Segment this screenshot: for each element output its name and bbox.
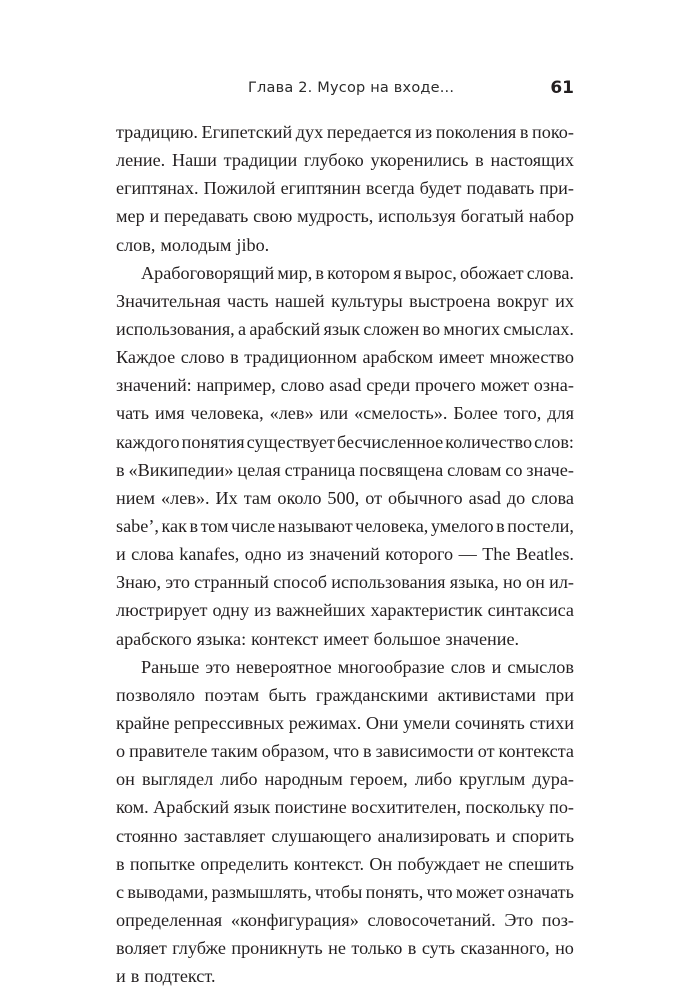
word: о (116, 741, 126, 762)
word: глубоко (303, 150, 364, 171)
word: сочинять (454, 712, 525, 733)
word: Пожилой (203, 178, 276, 199)
word: asad (468, 487, 501, 508)
word: слушающего (271, 825, 372, 846)
word: традиции (223, 150, 298, 171)
word: поколения (435, 122, 517, 142)
word: или (319, 403, 349, 424)
text-line (116, 343, 574, 371)
paragraph (116, 259, 574, 653)
word: слов, (116, 234, 156, 255)
word: сказанного, (460, 938, 550, 959)
word: слов (450, 656, 486, 677)
text-line (116, 371, 574, 399)
word: выводами, (127, 881, 209, 902)
body-text (116, 118, 574, 990)
word: озна- (533, 375, 574, 396)
word: традицию. (116, 122, 198, 142)
word: стихи (529, 712, 574, 733)
word: только (351, 938, 403, 959)
word: способ (273, 572, 328, 593)
word: слово (180, 347, 225, 368)
word: для (547, 403, 574, 424)
word: культуры (331, 290, 403, 311)
text-line (116, 484, 574, 512)
word: арабского (116, 628, 192, 649)
word: мудрость, (297, 206, 374, 227)
word: имя (154, 403, 185, 424)
word: языка, (449, 572, 499, 593)
word: смыслах. (503, 318, 574, 339)
word: в (475, 150, 484, 171)
word: проникнуть (231, 938, 323, 959)
word: их (555, 290, 574, 311)
word: вырос, (404, 262, 457, 283)
word: передавать (164, 206, 249, 227)
word: The (482, 544, 511, 565)
word: не (484, 853, 503, 874)
word: стоянно (116, 825, 178, 846)
paragraph (116, 118, 574, 259)
word: народным (264, 769, 343, 790)
word: странный (194, 572, 270, 593)
text-line (116, 709, 574, 737)
word: воляет (116, 938, 167, 959)
word: ил- (549, 572, 574, 593)
word: большое (373, 628, 441, 649)
word: поэтам (204, 684, 260, 705)
word: часть (227, 290, 269, 311)
word: словам (447, 459, 502, 480)
word: героем, (349, 769, 408, 790)
word: Наши (171, 150, 217, 171)
word: в (230, 347, 239, 368)
text-line (116, 456, 574, 484)
word: смыслов (507, 656, 574, 677)
word: там (243, 487, 272, 508)
word: многих (443, 318, 500, 339)
running-title: Глава 2. Мусор на входе... (248, 80, 455, 96)
word: sabe’, (116, 515, 159, 536)
word: человека, (190, 403, 264, 424)
word: от (365, 487, 383, 508)
word: многообразие (337, 656, 445, 677)
word: нием (116, 487, 156, 508)
word: гражданскими (315, 684, 429, 705)
word: того, (503, 403, 542, 424)
text-line (116, 540, 574, 568)
word: чать (116, 403, 149, 424)
word: египтянин (280, 178, 361, 199)
word: обычного (388, 487, 463, 508)
word: использования, (116, 318, 235, 339)
word: Это (504, 909, 534, 930)
word: понятия (181, 431, 245, 452)
word: в (519, 122, 529, 142)
word: слова (531, 487, 574, 508)
word: Значительная (116, 290, 221, 311)
word: Более (453, 403, 498, 424)
word: не (328, 938, 346, 959)
word: это (205, 656, 230, 677)
word: передается (326, 122, 412, 142)
word: зависимости (375, 741, 474, 762)
word: умели (403, 712, 451, 733)
word: будет (419, 178, 462, 199)
word: Beatles. (515, 544, 574, 565)
word: восхитителен, (351, 797, 462, 818)
word: выглядел (141, 769, 214, 790)
word: правителе (129, 741, 208, 762)
word: важнейших (276, 600, 366, 621)
word: слово (280, 375, 325, 396)
word: используя (378, 206, 456, 227)
word: молодым (160, 234, 232, 255)
word: с (116, 881, 125, 902)
word: использования (331, 572, 446, 593)
text-line (116, 118, 574, 146)
word: которого (385, 544, 454, 565)
text-line (116, 146, 574, 174)
word: понять, (365, 881, 424, 902)
word: определить (200, 853, 289, 874)
word: ление. (116, 150, 166, 171)
word: суть (421, 938, 455, 959)
text-line (116, 428, 574, 456)
word: умелого (430, 515, 494, 536)
word: Каждое (116, 347, 176, 368)
word: режимах. (288, 712, 362, 733)
word: но (502, 572, 522, 593)
word: как (161, 515, 187, 536)
word: среди (366, 375, 411, 396)
word: Египетский (201, 122, 293, 142)
text-line (116, 512, 574, 540)
word: побуждает (397, 853, 480, 874)
word: при (545, 684, 574, 705)
word: множество (489, 347, 574, 368)
word: либо (220, 769, 258, 790)
word: значений (309, 544, 380, 565)
word: бесчисленное (337, 431, 444, 452)
word: всегда (365, 178, 415, 199)
word: люстрирует (116, 600, 208, 621)
text-line (116, 850, 574, 878)
word: контекст. (293, 853, 365, 874)
word: имеет (323, 628, 369, 649)
word: мер (116, 206, 145, 227)
word: быть (268, 684, 307, 705)
word: и (491, 656, 502, 677)
word: Знаю, (116, 572, 162, 593)
word: словосочетаний. (367, 909, 496, 930)
word: в (130, 966, 140, 987)
word: Они (365, 712, 399, 733)
word: богатый (460, 206, 524, 227)
word: чтобы (314, 881, 363, 902)
text-line (116, 822, 574, 850)
word: набор (528, 206, 574, 227)
word: — (458, 544, 477, 565)
word: Арабский (153, 797, 230, 818)
word: либо (414, 769, 453, 790)
text-line (116, 765, 574, 793)
page-number: 61 (550, 78, 574, 98)
word: образом, (261, 741, 330, 762)
word: мир, (277, 262, 313, 283)
word: подавать (466, 178, 535, 199)
word: из (254, 600, 272, 621)
word: в (116, 853, 125, 874)
word: kanafes, (179, 544, 240, 565)
word: что (333, 741, 360, 762)
word: попытке (129, 853, 196, 874)
word: называют (277, 515, 353, 536)
word: контекста (498, 741, 574, 762)
word: размышлять, (211, 881, 312, 902)
word: в (407, 938, 417, 959)
word: каждого (116, 431, 180, 452)
word: значе- (526, 459, 574, 480)
word: дура- (532, 769, 574, 790)
word: характеристик (370, 600, 483, 621)
word: из (286, 544, 304, 565)
word: укоренились (370, 150, 469, 171)
word: «лев». (161, 487, 210, 508)
word: арабском (362, 347, 434, 368)
word: прочего (414, 375, 476, 396)
word: спорить (512, 825, 574, 846)
word: что (426, 881, 453, 902)
text-line (116, 934, 574, 962)
word: сложен (363, 318, 420, 339)
text-line (116, 202, 574, 230)
word: целая (237, 459, 281, 480)
word: анализировать (377, 825, 490, 846)
word: количество (445, 431, 533, 452)
word: в (189, 515, 199, 536)
word: в (363, 741, 372, 762)
word: свою (253, 206, 293, 227)
word: значение. (445, 628, 520, 649)
word: означать (507, 881, 574, 902)
word: крайне (116, 712, 170, 733)
text-line (116, 681, 574, 709)
word: в (315, 262, 325, 283)
word: в (496, 515, 505, 536)
word: поко- (532, 122, 574, 142)
word: jibo. (236, 234, 270, 255)
word: слова (131, 544, 174, 565)
word: существует (246, 431, 335, 452)
word: подтекст. (144, 966, 216, 987)
word: активистами (437, 684, 536, 705)
word: контекст (251, 628, 319, 649)
word: 500, (327, 487, 360, 508)
word: слов: (534, 431, 574, 452)
word: посвящена (359, 459, 444, 480)
text-line (116, 231, 574, 259)
text-line (116, 259, 574, 287)
word: от (477, 741, 495, 762)
word: позволяло (116, 684, 195, 705)
text-line (116, 596, 574, 624)
word: постели, (507, 515, 574, 536)
word: круглым (459, 769, 526, 790)
word: «лев» (269, 403, 314, 424)
word: я (393, 262, 402, 283)
text-line (116, 174, 574, 202)
text-line (116, 793, 574, 821)
word: например, (196, 375, 276, 396)
word: при- (539, 178, 574, 199)
word: имеет (438, 347, 485, 368)
word: нашей (275, 290, 325, 311)
text-line (116, 568, 574, 596)
word: синтаксиса (487, 600, 574, 621)
word: обожает (459, 262, 524, 283)
word: значений: (116, 375, 192, 396)
word: котором (327, 262, 391, 283)
word: человека, (355, 515, 429, 536)
word: страница (284, 459, 356, 480)
word: Раньше (141, 656, 200, 677)
word: из (415, 122, 433, 142)
word: во (422, 318, 441, 339)
word: невероятное (236, 656, 332, 677)
word: asad (329, 375, 362, 396)
word: спешить (508, 853, 574, 874)
word: репрессивных (174, 712, 285, 733)
word: языка: (196, 628, 247, 649)
word: таким (211, 741, 258, 762)
word: поскольку (465, 797, 545, 818)
word: выстроена (409, 290, 491, 311)
text-line (116, 315, 574, 343)
word: он (526, 572, 545, 593)
word: «смелость». (354, 403, 448, 424)
word: язык (233, 797, 271, 818)
word: вокруг (496, 290, 549, 311)
word: и (116, 544, 126, 565)
word: одно (244, 544, 282, 565)
word: может (455, 881, 505, 902)
word: это (165, 572, 190, 593)
word: слова. (526, 262, 574, 283)
word: до (506, 487, 526, 508)
word: Их (215, 487, 238, 508)
word: традиционном (244, 347, 357, 368)
text-line (116, 906, 574, 934)
word: определенная (116, 909, 223, 930)
word: арабский (249, 318, 321, 339)
text-line (116, 962, 574, 990)
word: том (200, 515, 229, 536)
word: поз- (541, 909, 574, 930)
paragraph (116, 653, 574, 991)
word: Он (369, 853, 393, 874)
word: в (116, 459, 125, 480)
word: по- (549, 797, 574, 818)
word: «Википедии» (128, 459, 234, 480)
word: заставляет (183, 825, 266, 846)
text-line (116, 399, 574, 427)
text-line (116, 287, 574, 315)
word: около (277, 487, 322, 508)
word: может (480, 375, 530, 396)
word: одну (212, 600, 250, 621)
word: и (149, 206, 160, 227)
word: ком. (116, 797, 149, 818)
word: и (116, 966, 126, 987)
text-line (116, 737, 574, 765)
word: настоящих (490, 150, 574, 171)
word: Арабоговорящий (141, 262, 275, 283)
text-line (116, 878, 574, 906)
word: египтянах. (116, 178, 199, 199)
word: «конфигурация» (230, 909, 359, 930)
word: он (116, 769, 135, 790)
word: глубже (172, 938, 226, 959)
word: числе (231, 515, 276, 536)
text-line (116, 653, 574, 681)
word: поистине (274, 797, 347, 818)
text-line (116, 625, 574, 653)
word: но (555, 938, 574, 959)
word: со (505, 459, 523, 480)
word: и (496, 825, 506, 846)
word: язык (323, 318, 361, 339)
word: а (238, 318, 247, 339)
word: дух (295, 122, 324, 142)
